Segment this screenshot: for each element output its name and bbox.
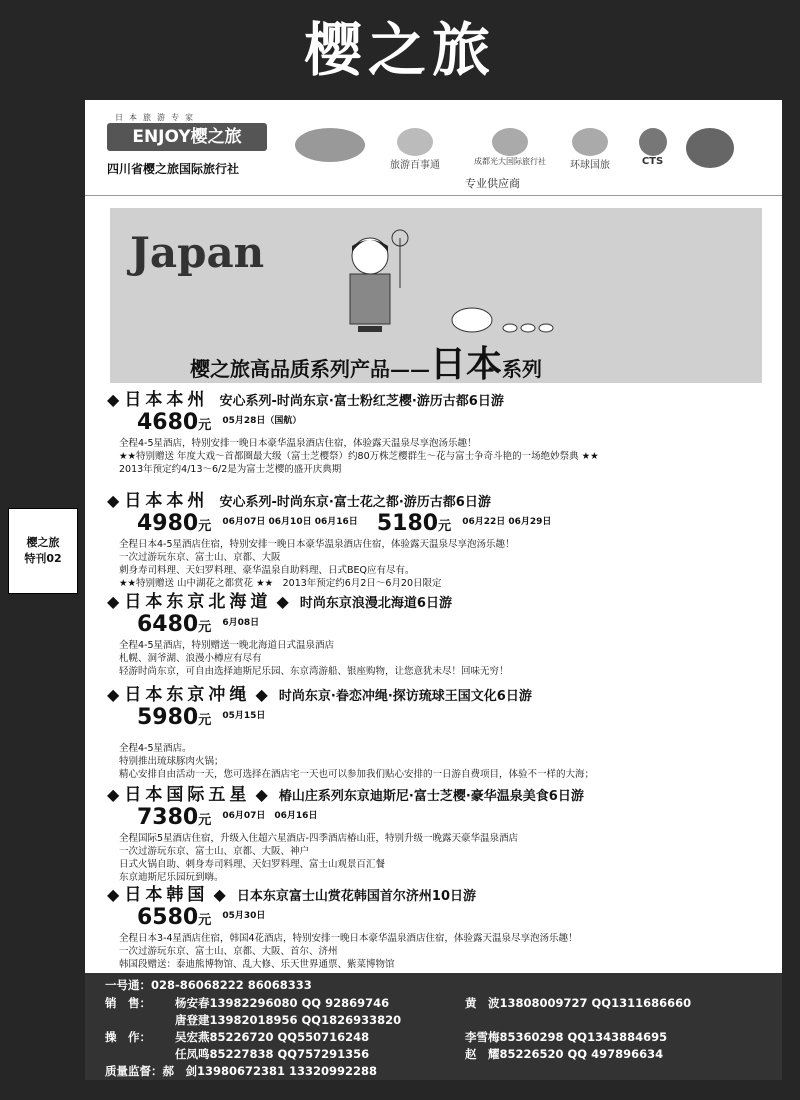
ops-contact: 吴宏燕85226720 QQ550716248 xyxy=(175,1030,370,1044)
tour-3-dest: 日本东京北海道 xyxy=(124,592,272,612)
contact-block xyxy=(85,973,782,1080)
tour-3-price-unit: 元 xyxy=(198,620,212,635)
partner-1 xyxy=(380,128,450,176)
tour-6-title: 日本东京富士山赏花韩国首尔济州10日游 xyxy=(236,889,476,904)
diamond-icon: ◆ xyxy=(107,592,120,611)
diamond-icon: ◆ xyxy=(255,785,268,804)
tour-6-price xyxy=(137,905,211,930)
ducks-illustration xyxy=(450,298,560,338)
tour-2 xyxy=(107,486,767,590)
tour-4-note: 精心安排自由活动一天，您可选择在酒店宅一天也可以参加我们贴心安排的一日游自费项目，体验不一样的大海； xyxy=(119,769,595,780)
globe-icon xyxy=(295,128,365,162)
mascot-icon xyxy=(397,128,433,156)
wave-icon xyxy=(572,128,608,156)
diamond-icon: ◆ xyxy=(107,390,120,409)
tour-6-price-unit: 元 xyxy=(198,913,212,928)
tour-2-dates: 06月07日 06月10日 06月16日 xyxy=(222,517,358,527)
tour-2-price xyxy=(137,511,211,536)
supplier-label: 专业供应商 xyxy=(465,177,520,190)
flyer-sheet xyxy=(85,100,782,1080)
partner-3-name: 环球国旅 xyxy=(570,160,610,171)
tour-6-notes xyxy=(119,932,767,971)
tour-5-note: 日式火锅自助、刺身寿司料理、天妇罗料理、富士山观景百汇餐 xyxy=(119,859,386,870)
ops-contact: 李雪梅85360298 QQ1343884695 xyxy=(465,1030,668,1044)
side-tab xyxy=(8,508,78,594)
brand-company: 四川省樱之旅国际旅行社 xyxy=(107,162,240,176)
tour-5-notes xyxy=(119,832,767,884)
tour-5-dates: 06月07日 06月16日 xyxy=(222,811,318,821)
side-tab-line1: 樱之旅 xyxy=(26,536,60,549)
tour-6-dates: 05月30日 xyxy=(222,911,266,921)
banner-japan-text: Japan xyxy=(130,228,265,277)
tour-1-price xyxy=(137,410,211,435)
tour-5-note: 一次过游玩东京、富士山、京都、大阪、神户 xyxy=(119,846,310,857)
tour-2-dest: 日本本州 xyxy=(124,491,209,511)
partner-globe-logo xyxy=(285,128,375,176)
quality-supervision: 质量监督：郝 剑13980672381 13320992288 xyxy=(105,1064,378,1078)
diamond-icon: ◆ xyxy=(107,685,120,704)
series-suffix: 系列 xyxy=(502,357,543,381)
partner-4 xyxy=(630,128,675,176)
tour-5-price-unit: 元 xyxy=(198,813,212,828)
tour-2-price2 xyxy=(377,511,451,536)
ops-contact: 赵 耀85226520 QQ 497896634 xyxy=(465,1047,664,1061)
tour-2-note: 一次过游玩东京、富士山、京都、大阪 xyxy=(119,552,281,563)
tour-5-price-value: 7380 xyxy=(137,805,199,830)
brand-bar xyxy=(85,100,782,196)
series-main: 日本 xyxy=(430,343,503,385)
tour-4 xyxy=(107,680,767,781)
tour-2-price2-unit: 元 xyxy=(438,519,452,534)
tour-4-price-value: 5980 xyxy=(137,705,199,730)
tour-4-title: 时尚东京·眷恋冲绳·探访琉球王国文化6日游 xyxy=(278,689,532,704)
tour-1-note: 2013年预定约4/13～6/2是为富士芝樱的盛开庆典期 xyxy=(119,464,342,475)
partner-2-name: 成都光大国际旅行社 xyxy=(474,157,546,166)
diamond-icon: ◆ xyxy=(255,685,268,704)
tour-4-price xyxy=(137,705,211,730)
tour-2-price-unit: 元 xyxy=(198,519,212,534)
tour-4-note: 全程4-5星酒店。 xyxy=(119,743,192,754)
tour-1 xyxy=(107,385,767,476)
banner-series-title xyxy=(190,336,542,387)
masthead-title: 樱之旅 xyxy=(303,16,496,84)
diamond-icon: ◆ xyxy=(107,885,120,904)
tour-5-note: 东京迪斯尼乐园玩到嗨。 xyxy=(119,872,224,883)
side-tab-line2: 特刊02 xyxy=(24,552,62,565)
tour-2-dates2: 06月22日 06月29日 xyxy=(462,517,552,527)
tour-4-dest: 日本东京冲绳 xyxy=(124,685,251,705)
tour-2-note: 刺身寿司料理、天妇罗料理、豪华温泉自助料理、日式BEQ应有尽有。 xyxy=(119,565,415,576)
tour-1-dates: 05月28日（国航） xyxy=(222,416,302,426)
diamond-icon: ◆ xyxy=(107,491,120,510)
tour-6-note: 全程日本3-4星酒店住宿，韩国4花酒店，特别安排一晚日本豪华温泉酒店住宿，体验露天温泉尽享泡汤乐趣！ xyxy=(119,933,578,944)
tour-2-notes xyxy=(119,538,767,590)
tour-3-price-value: 6480 xyxy=(137,612,199,637)
japan-banner xyxy=(110,208,762,383)
tour-5-price xyxy=(137,805,211,830)
tour-1-dest: 日本本州 xyxy=(124,390,209,410)
tour-6-note: 韩国段赠送：泰迪熊博物馆、乱大修、乐天世界通票、紫菜博物馆 xyxy=(119,959,395,970)
tour-1-price-unit: 元 xyxy=(198,418,212,433)
runner-icon xyxy=(492,128,528,156)
diamond-icon: ◆ xyxy=(107,785,120,804)
tour-5-title: 椿山庄系列东京迪斯尼·富士芝樱·豪华温泉美食6日游 xyxy=(278,789,584,804)
ops-label: 操 作： xyxy=(105,1030,151,1044)
tour-3-title: 时尚东京浪漫北海道6日游 xyxy=(299,596,452,611)
partner-3 xyxy=(555,128,625,176)
tour-1-price-value: 4680 xyxy=(137,410,199,435)
tour-3-note: 札幌、洞爷湖、浪漫小樽应有尽有 xyxy=(119,653,262,664)
tour-2-note: ★★特别赠送 山中湖花之都赏花 ★★ 2013年预定约6月2日～6月20日限定 xyxy=(119,578,442,589)
series-prefix: 樱之旅高品质系列产品—— xyxy=(190,357,430,381)
sales-contact: 唐登建13982018956 QQ1826933820 xyxy=(175,1013,402,1027)
partner-plane-logo xyxy=(680,128,740,176)
diamond-icon: ◆ xyxy=(213,885,226,904)
tour-2-price2-value: 5180 xyxy=(376,511,439,536)
tour-3 xyxy=(107,587,767,678)
sales-contact: 黄 波13808009727 QQ1311686660 xyxy=(465,996,692,1010)
tour-3-note: 轻游时尚东京，可自由选择迪斯尼乐园、东京湾游船、银座购物，让您意犹未尽！回味无穷！ xyxy=(119,666,509,677)
sales-label: 销 售： xyxy=(105,996,151,1010)
tour-5-note: 全程国际5星酒店住宿，升级入住超六星酒店-四季酒店椿山莊，特别升级一晚露天豪华温泉酒店 xyxy=(119,833,518,844)
partner-1-name: 旅游百事通 xyxy=(390,160,440,171)
tour-4-note: 特别推出琉球豚肉火锅； xyxy=(119,756,224,767)
partner-2 xyxy=(465,128,555,176)
star-icon xyxy=(639,128,667,156)
tour-6-dest: 日本韩国 xyxy=(124,885,209,905)
tour-6-note: 一次过游玩东京、富士山、京都、大阪、首尔、济州 xyxy=(119,946,338,957)
tour-1-title: 安心系列-时尚东京·富士粉红芝樱·游历古都6日游 xyxy=(219,394,504,409)
ops-contact: 任凤鸣85227838 QQ757291356 xyxy=(175,1047,370,1061)
tour-3-notes xyxy=(119,639,767,678)
partner-4-name: CTS xyxy=(641,156,664,167)
tour-6-price-value: 6580 xyxy=(137,905,199,930)
tour-2-price-value: 4980 xyxy=(137,511,199,536)
tour-1-notes xyxy=(119,437,767,476)
masthead xyxy=(0,0,800,100)
sales-contact: 杨安春13982296080 QQ 92869746 xyxy=(175,996,390,1010)
tour-2-note: 全程日本4-5星酒店住宿，特别安排一晚日本豪华温泉酒店住宿，体验露天温泉尽享泡汤乐趣！ xyxy=(119,539,515,550)
tour-5-dest: 日本国际五星 xyxy=(124,785,251,805)
plane-icon xyxy=(686,128,734,168)
tour-3-note: 全程4-5星酒店，特别赠送一晚北海道日式温泉酒店 xyxy=(119,640,335,651)
brand-tagline: 日本旅游专家 xyxy=(115,113,199,122)
tour-2-title: 安心系列-时尚东京·富士花之都·游历古都6日游 xyxy=(219,495,491,510)
tour-3-dates: 6月08日 xyxy=(222,618,260,628)
tour-1-note: 全程4-5星酒店，特别安排一晚日本豪华温泉酒店住宿，体验露天温泉尽享泡汤乐趣！ xyxy=(119,438,477,449)
tour-6 xyxy=(107,880,767,971)
tour-4-price-unit: 元 xyxy=(198,713,212,728)
hotline: 一号通：028-86068222 86068333 xyxy=(105,978,312,992)
tour-4-dates: 05月15日 xyxy=(222,711,266,721)
tour-5 xyxy=(107,780,767,884)
tour-4-notes xyxy=(119,742,767,781)
tour-3-price xyxy=(137,612,211,637)
kimono-girl-illustration xyxy=(330,228,420,338)
diamond-icon: ◆ xyxy=(276,592,289,611)
tour-1-note: ★★特别赠送 年度大戏～首都圈最大级（富士芝樱祭）约80万株芝樱群生～花与富士争奇斗艳的一场绝妙祭典 ★★ xyxy=(119,451,599,462)
brand-logo: ENJOY樱之旅 xyxy=(107,123,267,151)
